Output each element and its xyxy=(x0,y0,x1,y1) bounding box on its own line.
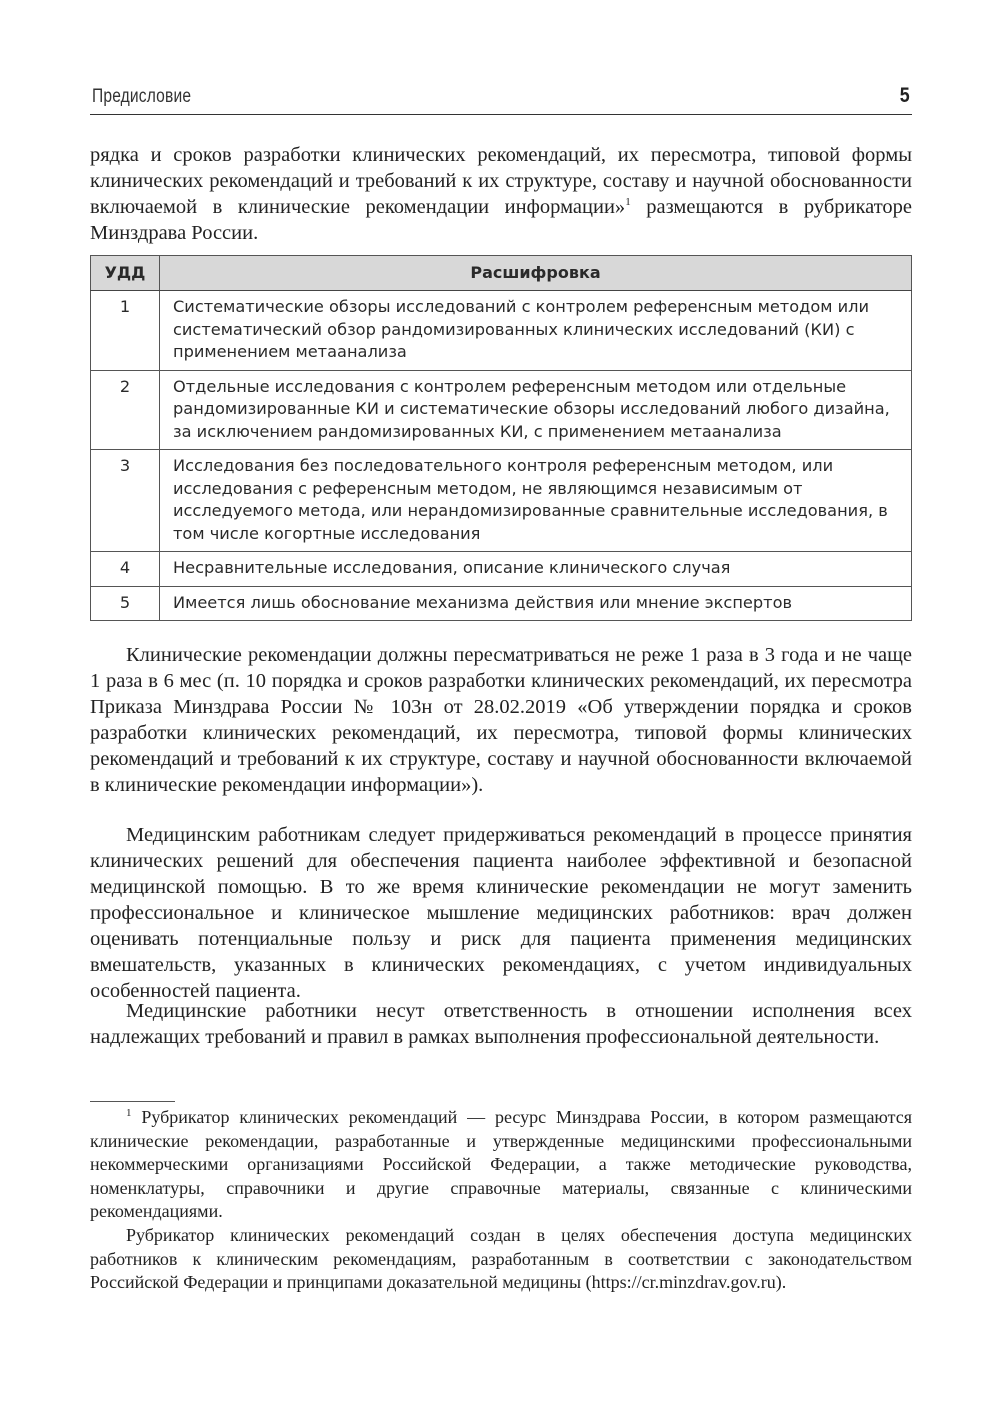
table-row xyxy=(91,552,912,587)
column-header-udd: УДД xyxy=(91,256,160,291)
column-header-description: Расшифровка xyxy=(160,256,912,291)
body-paragraph-guidance: Медицинским работникам следует придерживаться рекомендаций в процессе принятия клинических решений для обеспечения пациента наиболее эффективной и безопасной медицинской помощью. В то же время клинические рекомендации не могут заменить профессиональное и клиническое мышление медицинских работников: врач должен оценивать потенциальные пользу и риск для пациента применения медицинских вмешательств, указанных в клинических рекомендациях, с учетом индивидуальных особенностей пациента. xyxy=(90,824,912,1002)
footnote-1 xyxy=(90,1106,912,1224)
table-header-row xyxy=(91,256,912,291)
description-cell: Систематические обзоры исследований с контролем референсным методом или систематический обзор рандомизированных клинических исследований (КИ) с применением метаанализа xyxy=(160,291,912,371)
level-cell: 1 xyxy=(91,291,160,371)
table-row xyxy=(91,370,912,450)
footnote-divider xyxy=(90,1101,175,1102)
description-cell: Отдельные исследования с контролем референсным методом или отдельные рандомизированные КИ и систематические обзоры исследований любого дизайна, за исключением рандомизированных КИ, с применением метаанализа xyxy=(160,370,912,450)
description-cell: Несравнительные исследования, описание клинического случая xyxy=(160,552,912,587)
level-cell: 5 xyxy=(91,586,160,621)
table-row xyxy=(91,586,912,621)
level-cell: 4 xyxy=(91,552,160,587)
page-number: 5 xyxy=(900,84,910,107)
description-cell: Имеется лишь обоснование механизма действия или мнение экспертов xyxy=(160,586,912,621)
body-paragraph-revision: Клинические рекомендации должны пересматриваться не реже 1 раза в 3 года и не чаще 1 раза в 6 мес (п. 10 порядка и сроков разработки клинических рекомендаций, их пересмотра Приказа Минздрава России № 103н от 28.02.2019 «Об утверждении порядка и сроков разработки клинических рекомендаций, их пересмотра, типовой формы клинических рекомендаций и требований к их структуре, составу и научной обоснованности включаемой в клинические рекомендации информации»). xyxy=(90,644,912,796)
level-cell: 3 xyxy=(91,450,160,552)
running-header xyxy=(90,84,912,115)
table-row xyxy=(91,450,912,552)
body-paragraph-responsibility: Медицинские работники несут ответственность в отношении исполнения всех надлежащих требований и правил в рамках выполнения профессиональной деятельности. xyxy=(90,1000,912,1048)
intro-paragraph xyxy=(90,142,912,246)
table-row xyxy=(91,291,912,371)
footnote-text: Рубрикатор клинических рекомендаций — ресурс Минздрава России, в котором размещаются клинические рекомендации, разработанные и утвержденные медицинскими профессиональными некоммерческими организациями Российской Федерации, а также методические руководства, номенклатуры, справочники и другие справочные материалы, связанные с клиническими рекомендациями. xyxy=(90,1107,913,1221)
description-cell: Исследования без последовательного контроля референсным методом, или исследования с референсным методом, не являющимся независимым от исследуемого метода, или нерандомизированные сравнительные исследования, в том числе когортные исследования xyxy=(160,450,912,552)
intro-text: рядка и сроков разработки клинических рекомендаций, их пересмотра, типовой формы клинических рекомендаций и требований к их структуре, составу и научной обоснованности включаемой в клинические рекомендации информации» xyxy=(90,144,912,218)
footnote-ref: 1 xyxy=(625,196,631,209)
intro-text-after: размещаются в рубрикаторе Минздрава России. xyxy=(90,196,912,244)
footnote-1-continued: Рубрикатор клинических рекомендаций создан в целях обеспечения доступа медицинских работников к клиническим рекомендациям, разработанным в соответствии с законодательством Российской Федерации и принципами доказательной медицины (https://cr.minzdrav.gov.ru). xyxy=(90,1225,912,1292)
level-cell: 2 xyxy=(91,370,160,450)
footnote-marker: 1 xyxy=(126,1107,132,1119)
evidence-level-table xyxy=(90,255,912,621)
section-title: Предисловие xyxy=(92,86,192,107)
